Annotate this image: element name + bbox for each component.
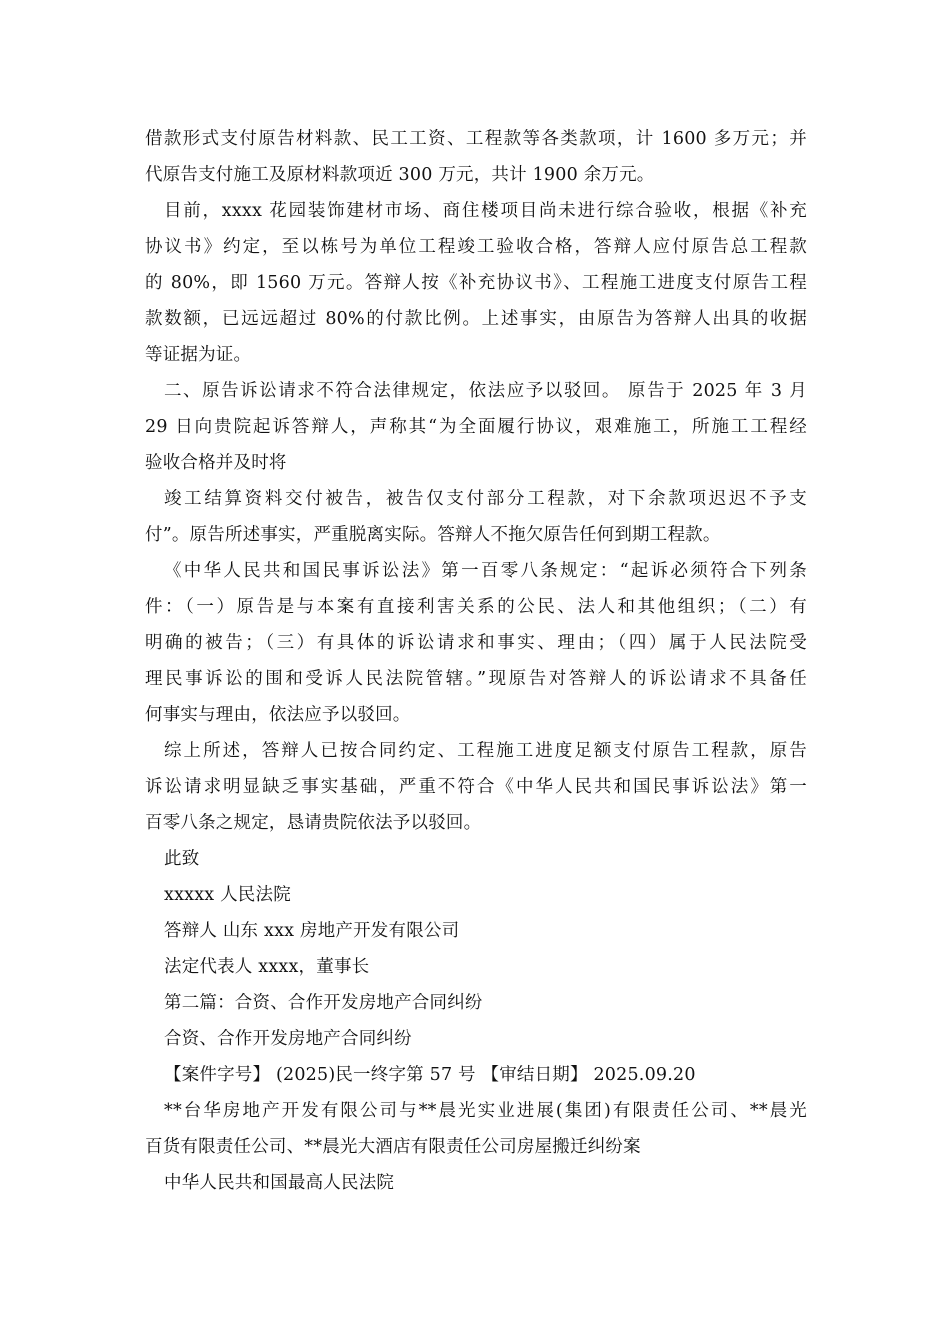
text-line: 目前，xxxx 花园装饰建材市场、商住楼项目尚未进行综合验收，根据《补充	[164, 201, 807, 221]
text-line: 理民事诉讼的围和受诉人民法院管辖。”现原告对答辩人的诉讼请求不具备任	[145, 669, 807, 689]
text-line: **台华房地产开发有限公司与**晨光实业进展(集团)有限责任公司、**晨光	[164, 1101, 807, 1121]
document-body	[145, 121, 807, 1201]
supreme-court-line: 中华人民共和国最高人民法院	[164, 1173, 395, 1193]
text-line: 百零八条之规定，恳请贵院依法予以驳回。	[145, 813, 482, 833]
text-line: 何事实与理由，依法应予以驳回。	[145, 705, 411, 725]
text-line: 综上所述，答辩人已按合同约定、工程施工进度足额支付原告工程款，原告	[164, 741, 807, 761]
text-line: 付”。原告所述事实，严重脱离实际。答辩人不拖欠原告任何到期工程款。	[145, 525, 721, 545]
text-line: 协议书》约定，至以栋号为单位工程竣工验收合格，答辩人应付原告总工程款	[145, 237, 807, 257]
case-number-line: 【案件字号】 (2025)民一终字第 57 号 【审结日期】 2025.09.20	[164, 1065, 696, 1085]
text-line: 款数额，已远远超过 80%的付款比例。上述事实，由原告为答辩人出具的收据	[145, 309, 807, 329]
court-name: xxxxx 人民法院	[164, 885, 291, 905]
text-line: 借款形式支付原告材料款、民工工资、工程款等各类款项，计 1600 多万元；并	[145, 129, 807, 149]
salutation: 此致	[164, 849, 200, 869]
respondent: 答辩人 山东 xxx 房地产开发有限公司	[164, 921, 460, 941]
text-line: 件：（一）原告是与本案有直接利害关系的公民、法人和其他组织；（二）有	[145, 597, 807, 617]
text-line: 百货有限责任公司、**晨光大酒店有限责任公司房屋搬迁纠纷案	[145, 1137, 641, 1157]
text-line: 等证据为证。	[145, 345, 252, 365]
section-heading: 第二篇：合资、合作开发房地产合同纠纷	[164, 993, 483, 1013]
text-line: 验收合格并及时将	[145, 453, 287, 473]
text-line: 《中华人民共和国民事诉讼法》第一百零八条规定：“起诉必须符合下列条	[164, 561, 807, 581]
text-line: 的 80%，即 1560 万元。答辩人按《补充协议书》、工程施工进度支付原告工程	[145, 273, 807, 293]
text-line: 诉讼请求明显缺乏事实基础，严重不符合《中华人民共和国民事诉讼法》第一	[145, 777, 807, 797]
text-line: 竣工结算资料交付被告，被告仅支付部分工程款，对下余款项迟迟不予支	[164, 489, 807, 509]
legal-representative: 法定代表人 xxxx，董事长	[164, 957, 370, 977]
text-line: 代原告支付施工及原材料款项近 300 万元，共计 1900 余万元。	[145, 165, 655, 185]
text-line: 二、原告诉讼请求不符合法律规定，依法应予以驳回。 原告于 2025 年 3 月	[164, 381, 807, 401]
text-line: 明确的被告；（三）有具体的诉讼请求和事实、理由；（四）属于人民法院受	[145, 633, 807, 653]
text-line: 29 日向贵院起诉答辩人，声称其“为全面履行协议，艰难施工，所施工工程经	[145, 417, 807, 437]
case-title: 合资、合作开发房地产合同纠纷	[164, 1029, 412, 1049]
